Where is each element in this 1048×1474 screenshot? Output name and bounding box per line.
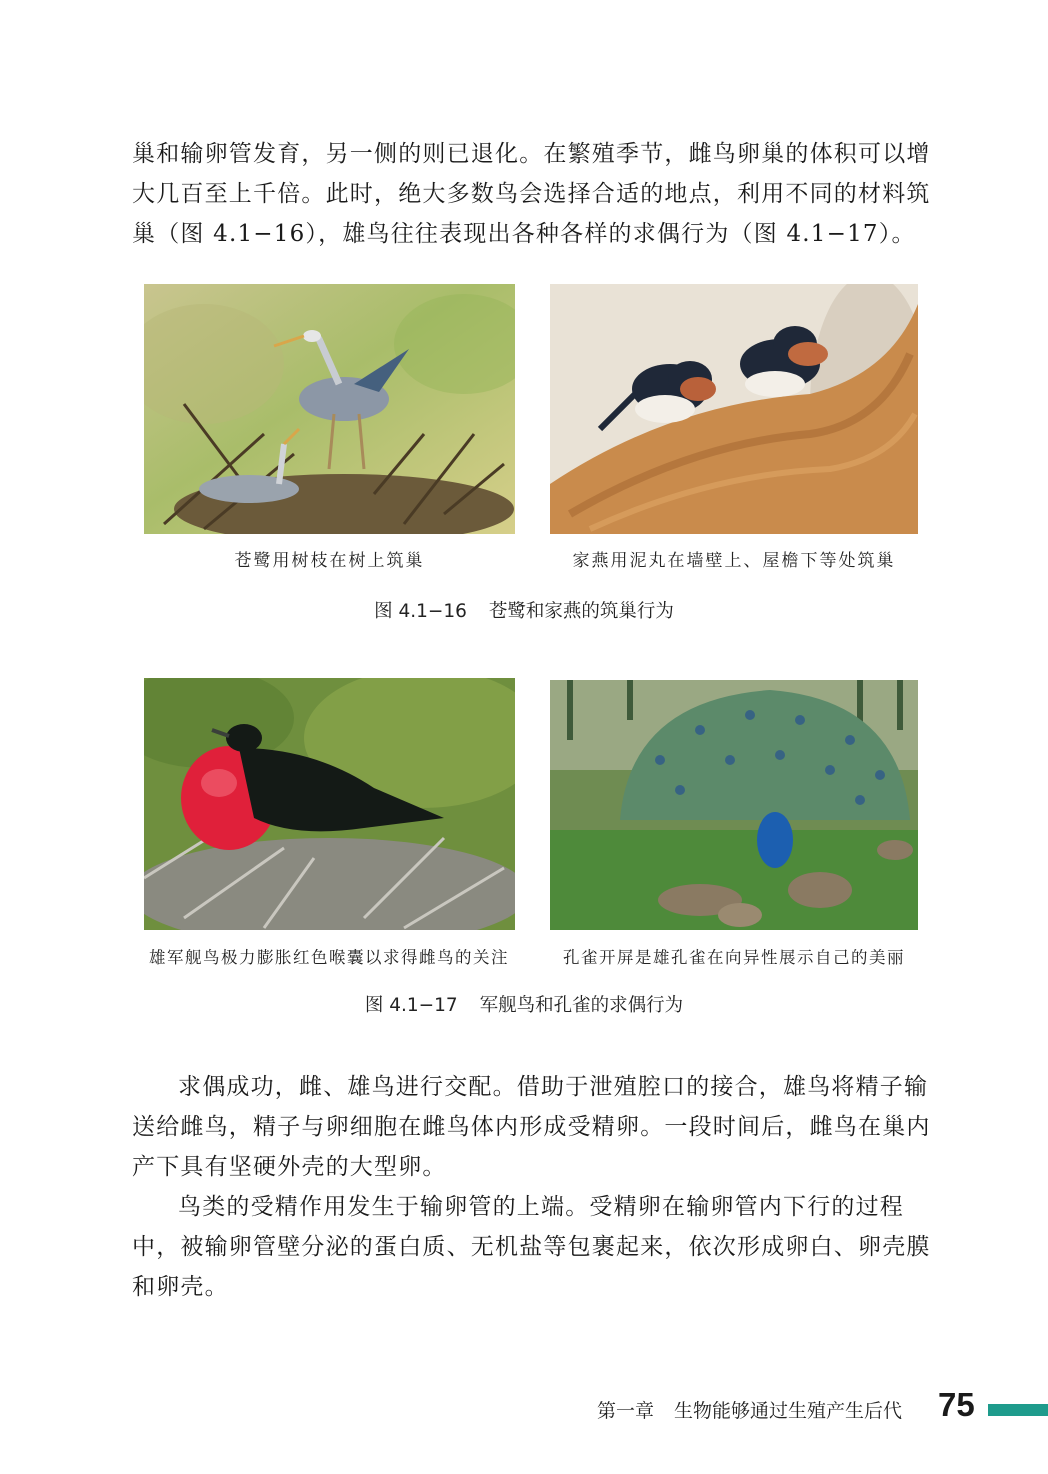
figure-16-caption <box>0 597 1048 623</box>
paragraph-mating: 求偶成功，雌、雄鸟进行交配。借助于泄殖腔口的接合，雄鸟将精子输送给雌鸟，精子与卵细胞在雌鸟体内形成受精卵。一段时间后，雌鸟在巢内产下具有坚硬外壳的大型卵。 <box>132 1074 931 1180</box>
chapter-label: 第一章 <box>597 1400 655 1422</box>
paragraph-intro: 巢和输卵管发育，另一侧的则已退化。在繁殖季节，雌鸟卵巢的体积可以增大几百至上千倍。此时，绝大多数鸟会选择合适的地点，利用不同的材料筑巢（图 4.1−16），雄鸟往往表现出各种各样的求偶行为（图 4.1−17）。 <box>132 141 931 247</box>
figure-17-caption <box>0 991 1048 1017</box>
frigatebird-photo <box>144 678 515 930</box>
heron-caption: 苍鹭用树枝在树上筑巢 <box>234 551 425 571</box>
footer-chapter <box>597 1396 902 1423</box>
paragraph-fertilization: 鸟类的受精作用发生于输卵管的上端。受精卵在输卵管内下行的过程中，被输卵管壁分泌的蛋白质、无机盐等包裹起来，依次形成卵白、卵壳膜和卵壳。 <box>132 1194 931 1300</box>
frigatebird-caption: 雄军舰鸟极力膨胀红色喉囊以求得雌鸟的关注 <box>149 948 509 967</box>
figure-17-title: 军舰鸟和孔雀的求偶行为 <box>479 995 684 1016</box>
figure-16-number: 图 4.1−16 <box>374 601 467 622</box>
swallow-nest-photo <box>550 284 918 534</box>
footer-accent-bar <box>988 1404 1048 1416</box>
peacock-caption: 孔雀开屏是雄孔雀在向异性展示自己的美丽 <box>563 948 905 967</box>
figure-17-number: 图 4.1−17 <box>364 995 458 1016</box>
swallow-caption: 家燕用泥丸在墙壁上、屋檐下等处筑巢 <box>572 551 896 571</box>
page-number: 75 <box>938 1386 975 1423</box>
peacock-photo <box>550 680 918 930</box>
chapter-title: 生物能够通过生殖产生后代 <box>674 1400 903 1422</box>
heron-nest-photo <box>144 284 515 534</box>
figure-16-title: 苍鹭和家燕的筑巢行为 <box>488 601 674 622</box>
